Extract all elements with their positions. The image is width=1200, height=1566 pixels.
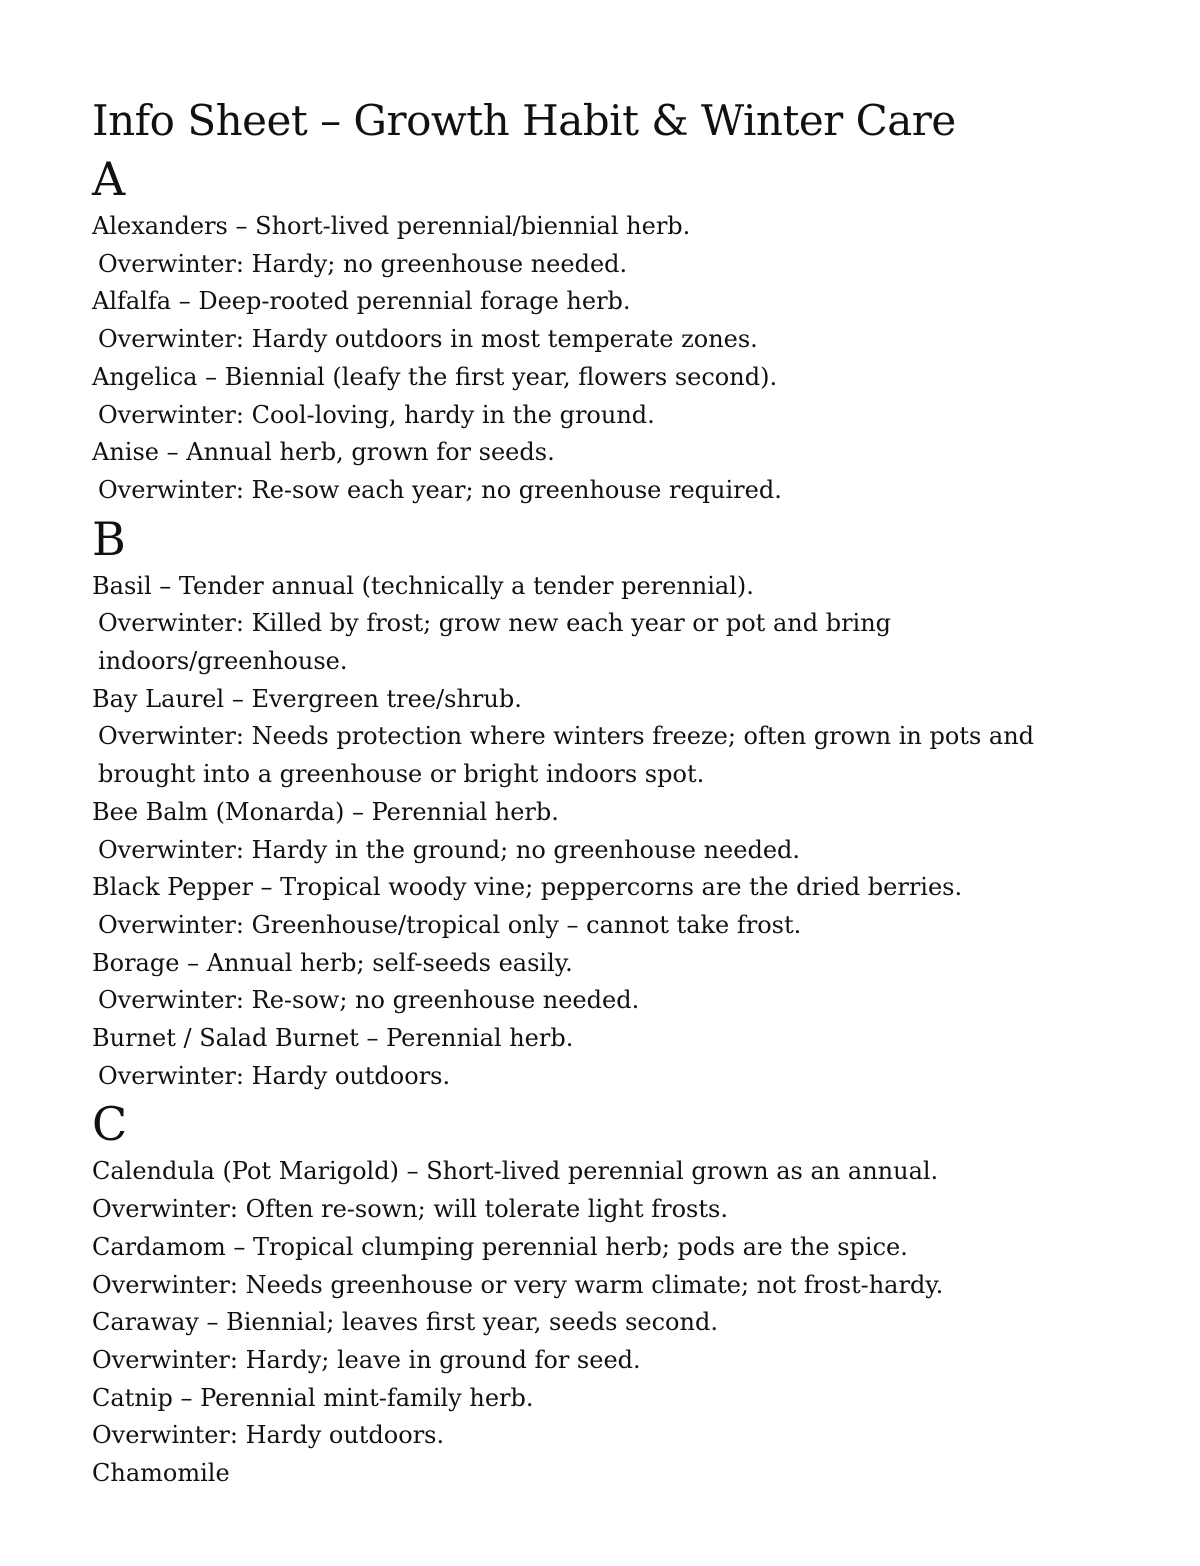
entry-name: Alfalfa – Deep-rooted perennial forage herb. (92, 287, 631, 316)
section-letter: A (92, 152, 126, 206)
entry-overwinter: Overwinter: Re-sow each year; no greenhouse required. (98, 475, 782, 504)
entry-overwinter: Overwinter: Hardy; leave in ground for seed. (92, 1345, 641, 1374)
section-c (92, 1095, 1122, 1492)
page-title: Info Sheet – Growth Habit & Winter Care (92, 96, 956, 145)
entry-name: Black Pepper – Tropical woody vine; peppercorns are the dried berries. (92, 873, 963, 902)
entry-name: Alexanders – Short-lived perennial/biennial herb. (92, 212, 691, 240)
entry-name: Catnip – Perennial mint-family herb. (92, 1383, 534, 1412)
entry-name: Borage – Annual herb; self-seeds easily. (92, 948, 573, 977)
entry-overwinter: Overwinter: Cool-loving, hardy in the ground. (98, 400, 655, 429)
entry-overwinter: Overwinter: Hardy outdoors. (98, 1061, 451, 1090)
entry-overwinter: Overwinter: Hardy outdoors in most temperate zones. (98, 325, 758, 354)
document-page (92, 92, 1122, 1493)
entry-overwinter: Overwinter: Killed by frost; grow new each year or pot and bring indoors/greenhouse. (98, 609, 899, 676)
entry-name: Chamomile (92, 1459, 230, 1488)
entry-overwinter: Overwinter: Needs greenhouse or very warm climate; not frost-hardy. (92, 1270, 944, 1299)
entry-overwinter: Overwinter: Needs protection where winters freeze; often grown in pots and brought into a greenhouse or bright indoors spot. (98, 722, 1042, 789)
entry-name: Burnet / Salad Burnet – Perennial herb. (92, 1024, 574, 1053)
section-a (92, 150, 1122, 510)
entry-name: Bay Laurel – Evergreen tree/shrub. (92, 684, 522, 713)
entry-name: Anise – Annual herb, grown for seeds. (92, 438, 555, 467)
section-letter: C (92, 1097, 128, 1152)
entry-name: Caraway – Biennial; leaves first year, seeds second. (92, 1308, 718, 1337)
section-letter: B (92, 511, 126, 566)
entry-name: Cardamom – Tropical clumping perennial herb; pods are the spice. (92, 1232, 908, 1261)
entry-overwinter: Overwinter: Hardy in the ground; no greenhouse needed. (98, 835, 801, 864)
section-b (92, 510, 1122, 1096)
entry-name: Basil – Tender annual (technically a tender perennial). (92, 571, 754, 600)
entry-overwinter: Overwinter: Re-sow; no greenhouse needed. (98, 986, 640, 1015)
entry-name: Bee Balm (Monarda) – Perennial herb. (92, 797, 559, 826)
entry-overwinter: Overwinter: Hardy; no greenhouse needed. (98, 249, 628, 278)
entry-overwinter: Overwinter: Hardy outdoors. (92, 1421, 445, 1450)
entry-overwinter: Overwinter: Greenhouse/tropical only – cannot take frost. (98, 910, 802, 939)
entry-name: Calendula (Pot Marigold) – Short-lived perennial grown as an annual. (92, 1157, 939, 1186)
entry-name: Angelica – Biennial (leafy the first year, flowers second). (92, 362, 778, 391)
entry-overwinter: Overwinter: Often re-sown; will tolerate light frosts. (92, 1195, 728, 1224)
